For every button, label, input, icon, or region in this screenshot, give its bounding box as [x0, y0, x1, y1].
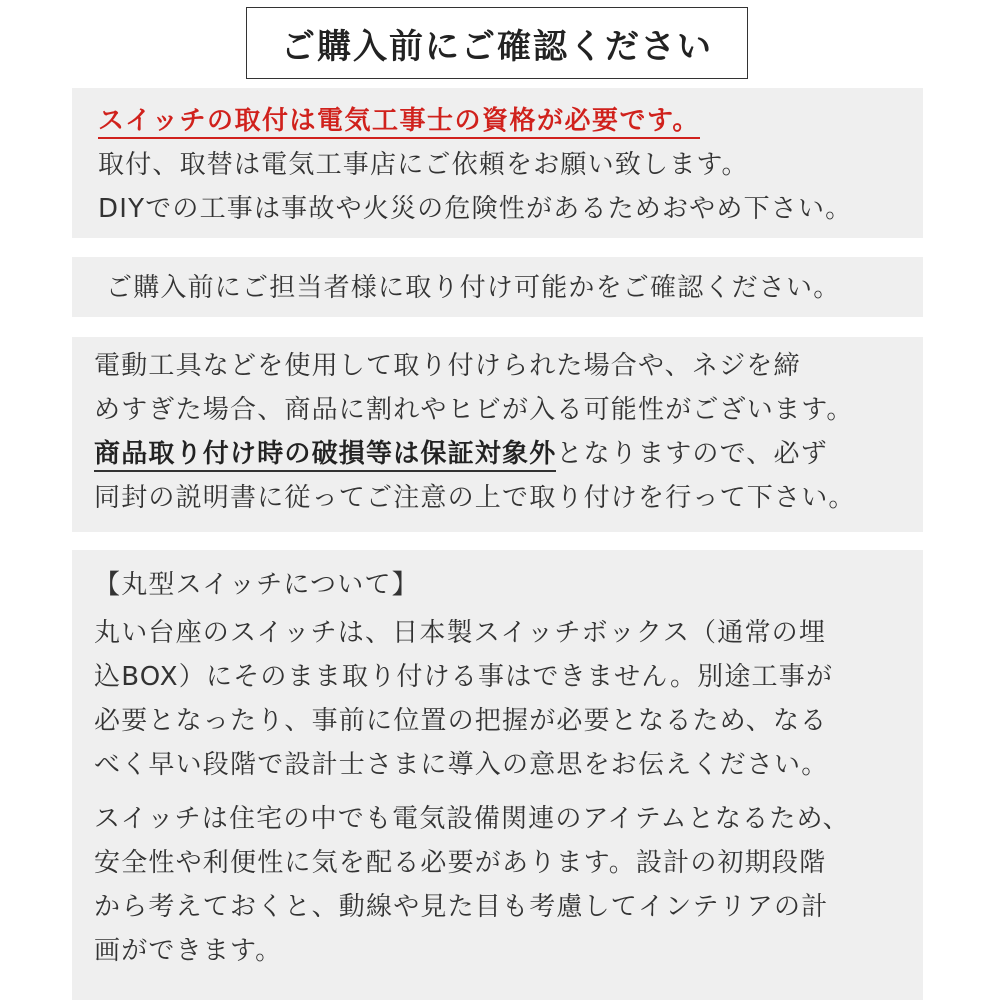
damage-line-4: 同封の説明書に従ってご注意の上で取り付けを行って下さい。: [94, 483, 856, 513]
damage-line-3: [94, 437, 828, 471]
qualification-line-1: 取付、取替は電気工事店にご依頼をお願い致します。: [98, 150, 749, 180]
round-switch-para2-line-2: 安全性や利便性に気を配る必要があります。設計の初期段階: [94, 848, 827, 878]
round-switch-para2-line-4: 画ができます。: [94, 936, 283, 966]
round-switch-para1-line-2: 込BOX）にそのまま取り付ける事はできません。別途工事が: [94, 662, 834, 692]
round-switch-para2-line-1: スイッチは住宅の中でも電気設備関連のアイテムとなるため、: [94, 804, 850, 834]
confirm-line-1: ご購入前にご担当者様に取り付け可能かをご確認ください。: [106, 273, 841, 303]
page-title-text: ご購入前にご確認ください: [281, 26, 713, 67]
page-title: [246, 7, 748, 79]
confirm-notice-panel: [72, 257, 923, 317]
round-switch-panel: [72, 550, 923, 1000]
qualification-warning-text: スイッチの取付は電気工事士の資格が必要です。: [98, 106, 700, 139]
damage-line-1: 電動工具などを使用して取り付けられた場合や、ネジを締: [94, 351, 801, 381]
round-switch-para2-line-3: から考えておくと、動線や見た目も考慮してインテリアの計: [94, 892, 829, 922]
qualification-notice-panel: [72, 88, 923, 238]
round-switch-para1-line-3: 必要となったり、事前に位置の把握が必要となるため、なる: [94, 706, 828, 736]
qualification-warning: [98, 104, 700, 138]
qualification-line-2: DIYでの工事は事故や火災の危険性があるためおやめ下さい。: [98, 194, 853, 224]
damage-line-3-rest: となりますので、必ず: [556, 439, 828, 469]
round-switch-para1-line-4: べく早い段階で設計士さまに導入の意思をお伝えください。: [94, 750, 829, 780]
warranty-exclusion-text: 商品取り付け時の破損等は保証対象外: [94, 439, 556, 472]
damage-line-2: めすぎた場合、商品に割れやヒビが入る可能性がございます。: [94, 395, 854, 425]
round-switch-heading: 【丸型スイッチについて】: [94, 570, 419, 600]
damage-notice-panel: [72, 337, 923, 532]
round-switch-para1-line-1: 丸い台座のスイッチは、日本製スイッチボックス（通常の埋: [94, 618, 827, 648]
